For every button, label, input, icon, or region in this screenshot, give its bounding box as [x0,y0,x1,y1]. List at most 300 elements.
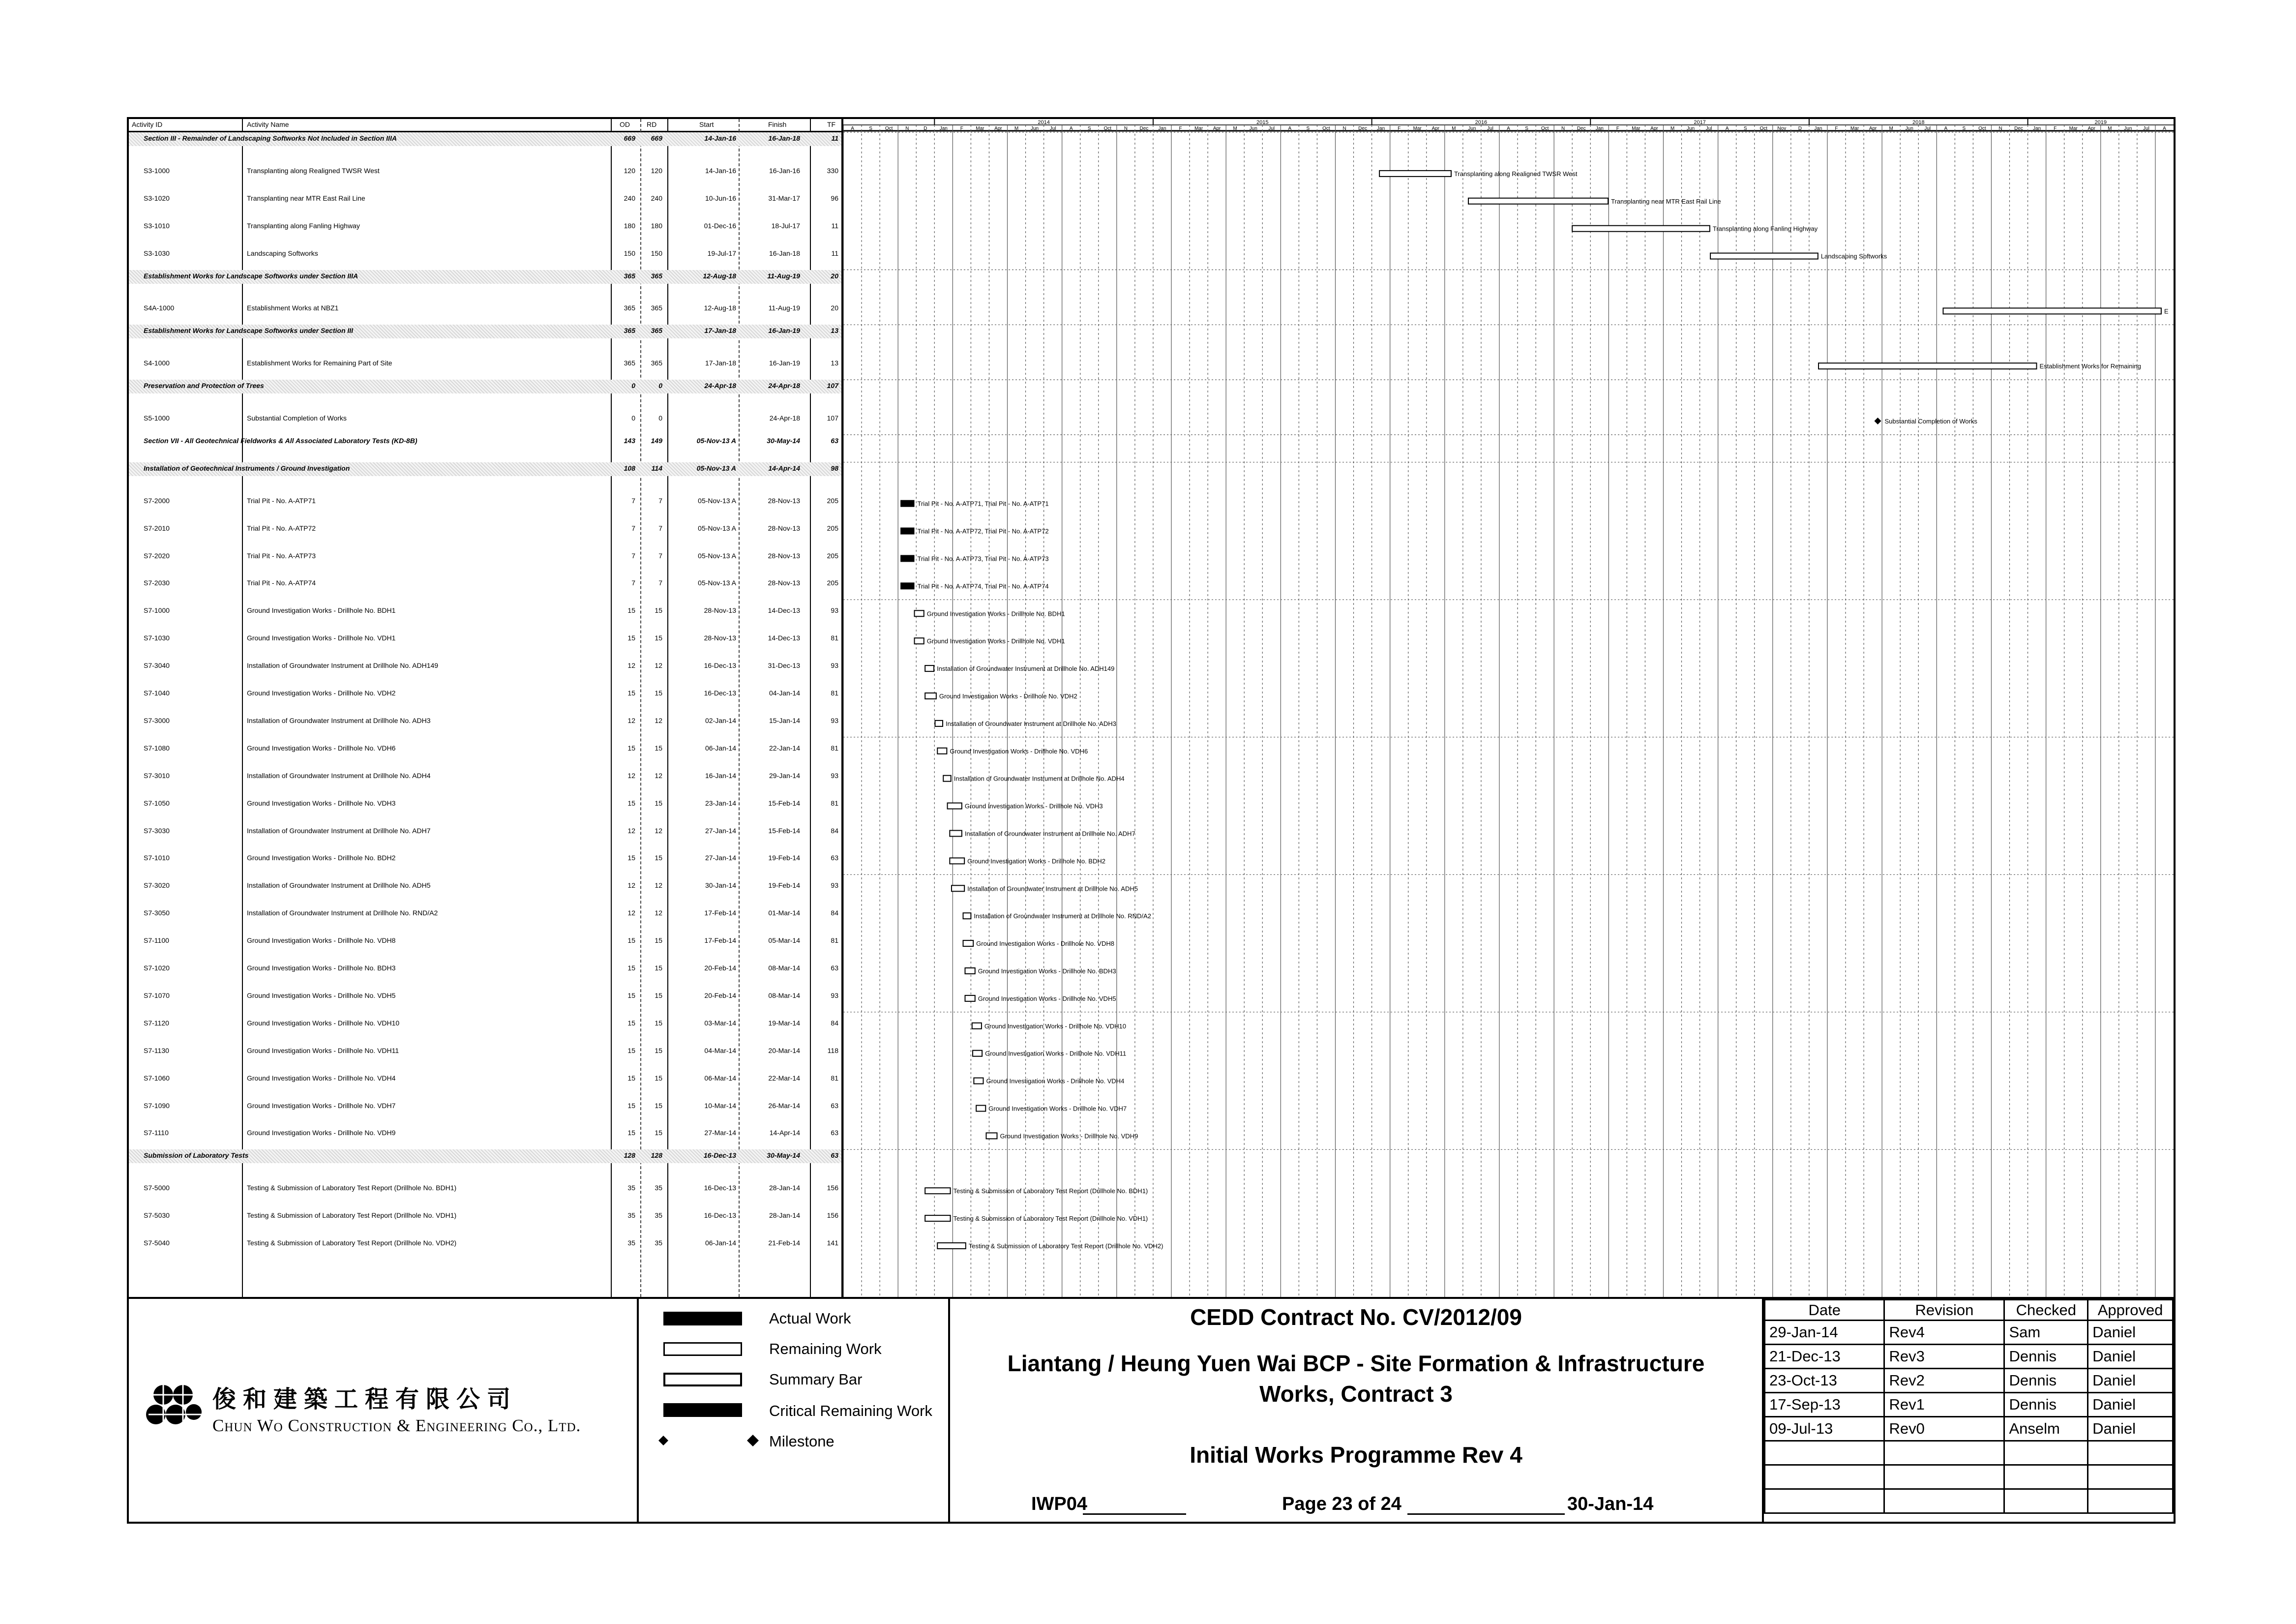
activity-name: Transplanting near MTR East Rail Line [247,194,365,202]
bar-label: Landscaping Softworks [1820,252,1887,260]
remaining-duration: 15 [655,606,662,615]
original-duration: 15 [627,1019,635,1027]
revision-cell [2004,1489,2088,1513]
original-duration: 15 [627,1046,635,1054]
issue-date: 30-Jan-14 [1567,1494,1654,1514]
start-date: 17-Feb-14 [704,909,736,917]
revision-cell [2088,1489,2173,1513]
group-row[interactable] [129,325,841,338]
revision-approved: Daniel [2088,1369,2173,1393]
month-label: A [1507,126,1510,131]
remaining-bar[interactable] [965,995,975,1001]
activity-id: S7-2010 [144,524,170,532]
total-float: 84 [831,1019,838,1027]
total-float: 81 [831,799,838,807]
total-float: 93 [831,606,838,615]
start-date: 05-Nov-13 A [698,551,736,560]
col-activity-id[interactable]: Activity ID [132,120,163,128]
activity-name: Ground Investigation Works - Drillhole No. VDH7 [247,1101,396,1110]
activity-id: S7-1010 [144,854,170,862]
finish-date: 28-Nov-13 [768,496,800,505]
month-label: A [1069,126,1073,131]
remaining-duration: 15 [655,1019,662,1027]
month-label: A [1288,126,1292,131]
activity-name: Ground Investigation Works - Drillhole No. VDH3 [247,799,396,807]
activity-id: S3-1000 [144,166,170,175]
month-label: Jan [1158,126,1166,131]
start-date: 27-Jan-14 [705,854,736,862]
revision-row [1765,1417,2173,1441]
start-date: 14-Jan-16 [704,134,736,142]
table-row[interactable] [129,600,841,627]
activity-name: Ground Investigation Works - Drillhole No. VDH8 [247,936,396,945]
finish-date: 11-Aug-19 [768,304,800,312]
month-label: Jul [1924,126,1931,131]
month-label: S [1743,126,1747,131]
col-start[interactable]: Start [699,120,714,128]
original-duration: 15 [627,689,635,697]
table-row[interactable] [129,847,841,874]
total-float: 93 [831,662,838,670]
group-row[interactable] [129,1149,841,1163]
programme-sheet [127,117,2176,1524]
activity-id: S7-2020 [144,551,170,560]
total-float: 81 [831,689,838,697]
remaining-bar[interactable] [1468,198,1608,204]
actual-bar[interactable] [900,555,914,562]
table-row[interactable] [129,682,841,710]
finish-date: 31-Mar-17 [768,194,800,202]
col-finish[interactable]: Finish [768,120,787,128]
bar-label: Ground Investigation Works - Drillhole No. BDH3 [978,967,1116,975]
finish-date: 14-Apr-14 [769,1129,800,1137]
activity-name: Ground Investigation Works - Drillhole No. VDH1 [247,634,396,642]
table-row[interactable] [129,1232,841,1260]
remaining-bar[interactable] [925,1215,950,1221]
month-label: Mar [1413,126,1422,131]
total-float: 63 [831,436,838,445]
remaining-bar[interactable] [915,638,924,644]
section-row[interactable] [129,435,841,449]
bar-label: Testing & Submission of Laboratory Test Report (Drillhole No. VDH2) [968,1242,1163,1250]
actual-bar[interactable] [900,528,914,535]
finish-date: 14-Dec-13 [768,634,800,642]
table-row[interactable] [129,765,841,792]
month-label: Dec [1358,126,1367,131]
activity-id: S7-1060 [144,1074,170,1082]
remaining-duration: 150 [651,249,662,257]
activity-id: S7-1110 [144,1129,169,1137]
revision-row [1765,1393,2173,1417]
legend-actual-label: Actual Work [769,1310,851,1327]
finish-date: 15-Jan-14 [769,716,800,724]
table-row[interactable] [129,710,841,737]
month-label: Jan [1814,126,1822,131]
table-row[interactable] [129,297,841,325]
remaining-bar[interactable] [1819,363,2036,369]
activity-id: S7-3050 [144,909,170,917]
page-number: Page 23 of 24 [1282,1494,1401,1514]
original-duration: 35 [627,1184,635,1192]
start-date: 24-Apr-18 [704,382,736,390]
critical-bar[interactable] [1572,226,1710,232]
finish-date: 30-May-14 [767,436,800,445]
total-float: 63 [831,854,838,862]
group-name: Preservation and Protection of Trees [144,382,264,390]
col-od[interactable]: OD [620,120,630,128]
remaining-duration: 12 [655,771,662,780]
activity-name: Substantial Completion of Works [247,414,347,422]
finish-date: 28-Nov-13 [768,524,800,532]
group-row[interactable] [129,462,841,476]
activity-id: S3-1030 [144,249,170,257]
start-date: 01-Dec-16 [704,221,736,230]
start-date: 27-Mar-14 [704,1129,736,1137]
month-label: Jun [1031,126,1039,131]
bar-label: Ground Investigation Works - Drillhole No. VDH1 [926,637,1065,645]
rev-col-checked: Checked [2004,1300,2088,1321]
remaining-bar[interactable] [1379,171,1451,177]
revision-revision: Rev1 [1884,1393,2004,1417]
total-float: 20 [831,271,838,280]
remaining-bar[interactable] [963,940,974,946]
remaining-bar[interactable] [950,858,964,864]
bar-label: Installation of Groundwater Instrument at Drillhole No. ADH7 [964,830,1135,838]
programme-body [129,119,2174,1297]
bar-label: Transplanting along Realigned TWSR West [1454,170,1578,178]
remaining-duration: 15 [655,1074,662,1082]
activity-id: S7-3020 [144,881,170,890]
original-duration: 365 [624,304,635,312]
revision-row-empty [1765,1489,2173,1513]
table-row[interactable] [129,517,841,545]
finish-date: 11-Aug-19 [767,271,800,280]
original-duration: 35 [627,1239,635,1247]
project-name: Liantang / Heung Yuen Wai BCP - Site Formation & Infrastructure Works, Contract 3 [1007,1351,1705,1407]
activity-id: S7-5030 [144,1211,170,1220]
remaining-bar[interactable] [972,1023,982,1029]
total-float: 205 [827,579,838,587]
start-date: 19-Jul-17 [707,249,736,257]
critical-bar[interactable] [1710,253,1818,259]
table-row[interactable] [129,957,841,985]
month-label: M [1670,126,1675,131]
revision-cell [1765,1489,1884,1513]
finish-date: 08-Mar-14 [768,964,800,972]
month-label: Mar [1850,126,1859,131]
bar-label: Installation of Groundwater Instrument at Drillhole No. RND/A2 [974,912,1151,920]
finish-date: 29-Jan-14 [769,771,800,780]
remaining-bar[interactable] [943,776,951,782]
legend-remaining-label: Remaining Work [769,1340,882,1357]
bar-label: Installation of Groundwater Instrument at Drillhole No. ADH5 [967,885,1138,893]
remaining-bar[interactable] [925,665,934,671]
legend-critical-label: Critical Remaining Work [769,1402,932,1419]
remaining-duration: 240 [651,194,662,202]
activity-name: Establishment Works for Remaining Part of Site [247,359,392,367]
activity-name: Installation of Groundwater Instrument at Drillhole No. RND/A2 [247,909,438,917]
start-date: 16-Dec-13 [704,1211,736,1220]
group-name: Installation of Geotechnical Instruments / Ground Investigation [144,464,350,472]
legend-critical-swatch [663,1403,742,1417]
actual-bar[interactable] [900,500,914,507]
start-date: 20-Feb-14 [704,991,736,999]
table-row[interactable] [129,1040,841,1067]
group-name: Section VII - All Geotechnical Fieldworks & All Associated Laboratory Tests (KD-8B) [144,436,417,445]
remaining-duration: 15 [655,964,662,972]
total-float: 81 [831,744,838,752]
bar-label: Ground Investigation Works - Drillhole No. VDH7 [988,1105,1127,1113]
group-row[interactable] [129,270,841,284]
finish-date: 24-Apr-18 [768,382,800,390]
month-label: Apr [2087,126,2096,131]
total-float: 13 [831,327,838,335]
remaining-bar[interactable] [925,693,936,699]
finish-date: 16-Jan-18 [768,134,800,142]
month-label: Jun [1905,126,1913,131]
col-tf[interactable]: TF [827,120,836,128]
start-date: 10-Jun-16 [705,194,736,202]
underline [1407,1513,1565,1515]
remaining-bar[interactable] [965,968,975,974]
total-float: 63 [831,1129,838,1137]
legend-box [639,1299,950,1522]
activity-name: Ground Investigation Works - Drillhole No. VDH9 [247,1129,396,1137]
activity-name: Testing & Submission of Laboratory Test Report (Drillhole No. VDH1) [247,1211,457,1220]
remaining-duration: 7 [658,524,662,532]
original-duration: 365 [624,359,635,367]
start-date: 30-Jan-14 [705,881,736,890]
original-duration: 143 [624,436,635,445]
remaining-duration: 15 [655,991,662,999]
start-date: 14-Jan-16 [705,166,736,175]
remaining-duration: 7 [658,496,662,505]
table-row[interactable] [129,792,841,820]
table-row[interactable] [129,187,841,215]
bar-label: Ground Investigation Works - Drillhole No. VDH9 [1000,1132,1138,1140]
remaining-bar[interactable] [986,1133,997,1139]
month-label: N [1998,126,2002,131]
month-label: Jan [1377,126,1385,131]
remaining-bar[interactable] [963,913,971,919]
col-activity-name[interactable]: Activity Name [247,120,289,128]
month-label: Jul [1049,126,1056,131]
group-row[interactable] [129,380,841,393]
activity-name: Transplanting along Realigned TWSR West [247,166,380,175]
table-row[interactable] [129,1067,841,1095]
month-label: S [1306,126,1310,131]
month-label: F [960,126,963,131]
bar-label: Testing & Submission of Laboratory Test Report (Drillhole No. BDH1) [953,1187,1148,1195]
table-row[interactable] [129,1095,841,1122]
group-row[interactable] [129,132,841,146]
bar-label: Ground Investigation Works - Drillhole No. VDH10 [984,1022,1126,1030]
start-date: 20-Feb-14 [704,964,736,972]
month-label: Oct [885,126,893,131]
month-label: D [1798,126,1802,131]
month-label: Jul [1705,126,1712,131]
activity-name: Trial Pit - No. A-ATP73 [247,551,316,560]
total-float: 20 [831,304,838,312]
bar-label: Ground Investigation Works - Drillhole No. BDH2 [967,857,1105,865]
original-duration: 15 [627,936,635,945]
revision-revision: Rev0 [1884,1417,2004,1441]
activity-id: S3-1010 [144,221,170,230]
table-row[interactable] [129,1122,841,1149]
table-row[interactable] [129,985,841,1012]
activity-id: S7-1000 [144,606,170,615]
revision-approved: Daniel [2088,1393,2173,1417]
original-duration: 7 [631,524,635,532]
original-duration: 12 [627,662,635,670]
col-rd[interactable]: RD [647,120,657,128]
start-date: 16-Dec-13 [704,662,736,670]
table-row[interactable] [129,820,841,847]
table-row[interactable] [129,572,841,600]
original-duration: 15 [627,854,635,862]
activity-name: Ground Investigation Works - Drillhole No. VDH2 [247,689,396,697]
finish-date: 15-Feb-14 [768,826,800,835]
month-label: M [1889,126,1893,131]
finish-date: 26-Mar-14 [768,1101,800,1110]
legend-actual-swatch [663,1312,742,1325]
table-row[interactable] [129,627,841,655]
total-float: 118 [827,1046,838,1054]
remaining-bar[interactable] [937,1243,966,1249]
bar-label: Ground Investigation Works - Drillhole No. VDH8 [976,940,1114,948]
title-block [129,1297,2174,1522]
actual-bar[interactable] [900,582,914,589]
original-duration: 108 [624,464,635,472]
remaining-bar[interactable] [952,885,964,891]
revision-checked: Sam [2004,1321,2088,1345]
activity-name: Testing & Submission of Laboratory Test Report (Drillhole No. BDH1) [247,1184,457,1192]
activity-id: S4A-1000 [144,304,175,312]
remaining-bar[interactable] [974,1078,983,1084]
revision-date: 17-Sep-13 [1765,1393,1884,1417]
total-float: 156 [827,1184,838,1192]
finish-date: 22-Mar-14 [768,1074,800,1082]
finish-date: 16-Jan-16 [769,166,800,175]
activity-name: Trial Pit - No. A-ATP72 [247,524,316,532]
original-duration: 128 [624,1151,635,1160]
revision-checked: Dennis [2004,1345,2088,1369]
activity-name: Ground Investigation Works - Drillhole No. VDH10 [247,1019,400,1027]
remaining-bar[interactable] [937,748,947,754]
table-row[interactable] [129,874,841,902]
group-name: Establishment Works for Landscape Softworks under Section III [144,327,354,335]
table-row[interactable] [129,655,841,682]
table-row[interactable] [129,545,841,572]
remaining-bar[interactable] [915,610,924,616]
table-row[interactable] [129,215,841,242]
table-row[interactable] [129,407,841,435]
company-box [129,1299,639,1522]
revision-checked: Anselm [2004,1417,2088,1441]
revision-cell [2088,1465,2173,1489]
activity-name: Trial Pit - No. A-ATP74 [247,579,316,587]
table-row[interactable] [129,160,841,187]
month-label: Dec [2014,126,2023,131]
month-label: Mar [976,126,984,131]
month-label: Jun [1249,126,1257,131]
remaining-bar[interactable] [935,721,943,726]
bar-label: E [2164,307,2169,315]
original-duration: 365 [624,271,635,280]
revision-cell [2004,1465,2088,1489]
table-row[interactable] [129,737,841,765]
bar-label: Installation of Groundwater Instrument at Drillhole No. ADH149 [937,665,1115,673]
month-label: Oct [1978,126,1986,131]
finish-date: 08-Mar-14 [768,991,800,999]
activity-id: S7-1100 [144,936,169,945]
finish-date: 28-Nov-13 [768,551,800,560]
finish-date: 28-Jan-14 [769,1211,800,1220]
remaining-duration: 669 [651,134,662,142]
table-row[interactable] [129,352,841,380]
remaining-bar[interactable] [976,1106,985,1112]
table-row[interactable] [129,1204,841,1232]
revision-checked: Dennis [2004,1393,2088,1417]
activity-id: S7-1130 [144,1046,169,1054]
remaining-bar[interactable] [973,1051,982,1056]
revision-cell [1765,1465,1884,1489]
total-float: 107 [827,414,838,422]
revision-cell [1884,1441,2004,1465]
total-float: 81 [831,634,838,642]
remaining-bar[interactable] [948,803,962,809]
month-label: A [1725,126,1729,131]
month-label: M [2108,126,2112,131]
legend-remaining-swatch [663,1342,742,1356]
total-float: 63 [831,964,838,972]
activity-id: S4-1000 [144,359,170,367]
milestone-marker[interactable] [1874,418,1881,424]
activity-name: Ground Investigation Works - Drillhole No. BDH1 [247,606,396,615]
document-code: IWP04 [1031,1494,1088,1514]
activity-name: Ground Investigation Works - Drillhole No. VDH6 [247,744,396,752]
table-row[interactable] [129,1177,841,1204]
table-row[interactable] [129,902,841,930]
activity-name: Installation of Groundwater Instrument at Drillhole No. ADH5 [247,881,431,890]
finish-date: 28-Nov-13 [768,579,800,587]
table-row[interactable] [129,1012,841,1040]
table-row[interactable] [129,930,841,957]
remaining-bar[interactable] [925,1188,950,1194]
original-duration: 120 [624,166,635,175]
table-row[interactable] [129,490,841,517]
total-float: 13 [831,359,838,367]
remaining-bar[interactable] [950,831,962,837]
group-name: Section III - Remainder of Landscaping Softworks Not Included in Section IIIA [144,134,397,142]
activity-name: Ground Investigation Works - Drillhole No. BDH3 [247,964,396,972]
original-duration: 15 [627,634,635,642]
activity-id: S7-3010 [144,771,170,780]
finish-date: 14-Dec-13 [768,606,800,615]
table-row[interactable] [129,242,841,270]
total-float: 81 [831,936,838,945]
total-float: 205 [827,496,838,505]
start-date: 12-Aug-18 [704,304,736,312]
remaining-duration: 35 [655,1211,662,1220]
month-label: Oct [1322,126,1330,131]
bar-label: Trial Pit - No. A-ATP74, Trial Pit - No. A-ATP74 [917,582,1049,590]
total-float: 98 [831,464,838,472]
month-label: Oct [1759,126,1768,131]
remaining-bar[interactable] [1943,308,2161,314]
bar-label: Transplanting near MTR East Rail Line [1611,197,1721,205]
activity-name: Ground Investigation Works - Drillhole No. VDH4 [247,1074,396,1082]
